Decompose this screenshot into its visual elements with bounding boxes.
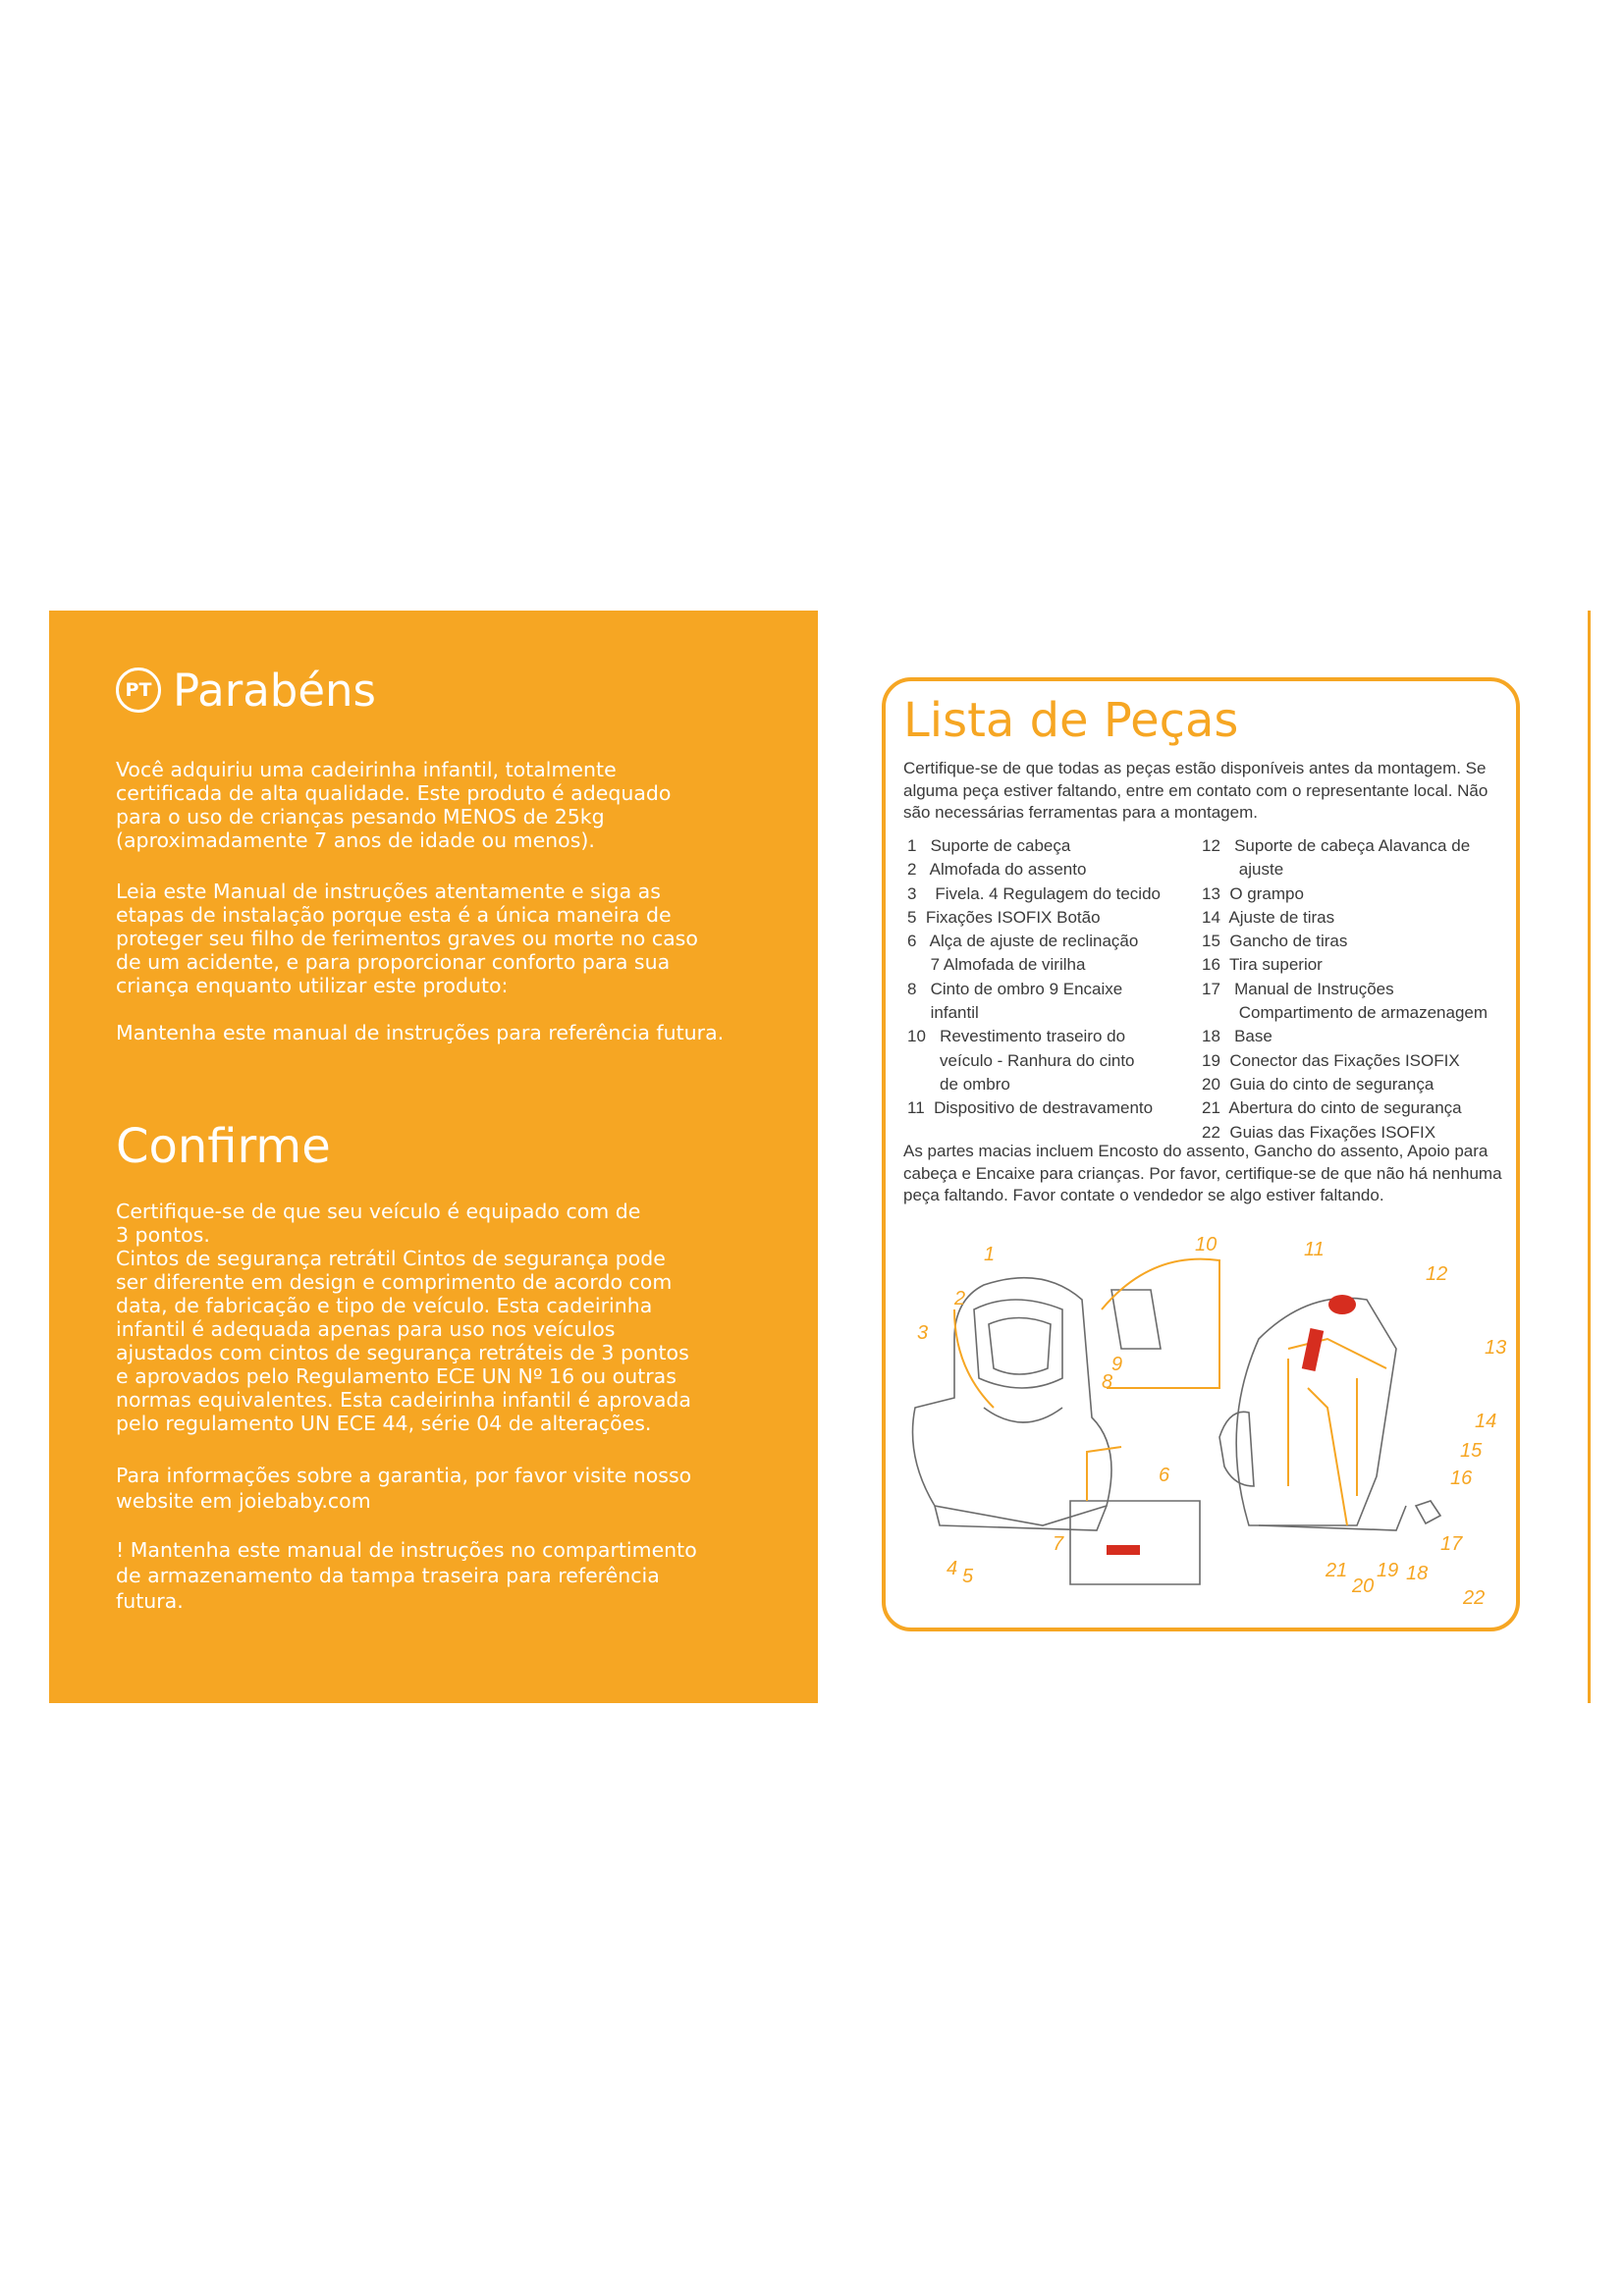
callout-9: 9 (1111, 1354, 1123, 1375)
part-left-item: de ombro (907, 1074, 1010, 1094)
parts-intro: Certifique-se de que todas as peças estão disponíveis antes da montagem. Se alguma peça estiver faltando, entre em contato com o representante local. Não são necessárias ferramentas para a montagem. (903, 759, 1489, 822)
parts-list-left (907, 834, 1161, 1121)
intro-paragraph: Você adquiriu uma cadeirinha infantil, totalmente certificada de alta qualidade. Este produto é adequado para o uso de crianças pesando MENOS de 25kg (aproximadamente 7 anos de idade ou menos). (116, 758, 672, 852)
callout-17: 17 (1440, 1533, 1463, 1555)
callout-14: 14 (1475, 1411, 1497, 1432)
page-edge-rule (1588, 611, 1591, 1703)
callout-18: 18 (1406, 1563, 1429, 1584)
confirme-title: Confirme (116, 1119, 331, 1174)
callout-5: 5 (962, 1566, 974, 1587)
part-right-item: 22 Guias das Fixações ISOFIX (1202, 1122, 1436, 1142)
part-left-item: infantil (907, 1003, 979, 1023)
part-left-item: 1 Suporte de cabeça (907, 836, 1071, 855)
part-right-item: 14 Ajuste de tiras (1202, 907, 1335, 927)
storage-warning: ! Mantenha este manual de instruções no compartimento de armazenamento da tampa traseira para referência futura. (116, 1538, 697, 1613)
callout-6: 6 (1159, 1465, 1170, 1486)
callout-8: 8 (1102, 1371, 1113, 1393)
part-right-item: 16 Tira superior (1202, 955, 1323, 975)
soft-parts-note: As partes macias incluem Encosto do assento, Gancho do assento, Apoio para cabeça e Encaixe para crianças. Por favor, certifique-se de que não há nenhuma peça faltando. Favor contate o vendedor se algo estiver faltando. (903, 1142, 1502, 1204)
vehicle-belt-paragraph: Certifique-se de que seu veículo é equipado com de 3 pontos. Cintos de segurança retrátil Cintos de segurança pode ser diferente em design e comprimento de acordo com data, de fabricação e tipo de veículo. Esta cadeirinha infantil é adequada apenas para uso nos veículos ajustados com cintos de segurança retráteis de 3 pontos e aprovados pelo Regulamento ECE UN Nº 16 ou outras normas equivalentes. Esta cadeirinha infantil é aprovada pelo regulamento UN ECE 44, série 04 de alterações. (116, 1200, 691, 1435)
part-left-item: 3 Fivela. 4 Regulagem do tecido (907, 883, 1161, 903)
part-left-item: 11 Dispositivo de destravamento (907, 1098, 1154, 1118)
part-right-item: Compartimento de armazenagem (1202, 1003, 1489, 1023)
keep-manual-paragraph: Mantenha este manual de instruções para referência futura. (116, 1021, 725, 1044)
callout-4: 4 (947, 1558, 958, 1579)
part-left-item: 7 Almofada de virilha (907, 955, 1086, 975)
callout-20: 20 (1352, 1575, 1375, 1597)
instructions-paragraph: Leia este Manual de instruções atentamente e siga as etapas de instalação porque esta é a única maneira de proteger seu filho de ferimentos graves ou morte no caso de um acidente, e para proporcionar conforto para sua criança enquanto utilizar este produto: (116, 880, 698, 997)
callout-1: 1 (984, 1244, 996, 1265)
callout-11: 11 (1304, 1239, 1325, 1260)
heading-parabens (116, 664, 376, 717)
callout-12: 12 (1426, 1263, 1448, 1285)
part-right-item: ajuste (1202, 860, 1284, 880)
part-right-item: 18 Base (1202, 1027, 1272, 1046)
parts-list-title: Lista de Peças (903, 693, 1239, 748)
part-right-item: 21 Abertura do cinto de segurança (1202, 1098, 1462, 1118)
part-left-item: 8 Cinto de ombro 9 Encaixe (907, 979, 1123, 998)
callout-3: 3 (917, 1322, 929, 1344)
part-left-item: 10 Revestimento traseiro do (907, 1027, 1126, 1046)
car-seat-diagram (895, 1231, 1514, 1624)
callout-13: 13 (1485, 1337, 1507, 1359)
part-left-item: 2 Almofada do assento (907, 860, 1087, 880)
callout-15: 15 (1460, 1440, 1483, 1462)
part-left-item: 5 Fixações ISOFIX Botão (907, 907, 1101, 927)
warranty-paragraph: Para informações sobre a garantia, por favor visite nosso website em joiebaby.com (116, 1464, 692, 1513)
parts-list-right (1202, 834, 1488, 1145)
part-right-item: 15 Gancho de tiras (1202, 932, 1348, 951)
part-left-item: veículo - Ranhura do cinto (907, 1050, 1135, 1070)
part-right-item: 13 O grampo (1202, 883, 1304, 903)
part-right-item: 12 Suporte de cabeça Alavanca de (1202, 836, 1471, 855)
part-right-item: 20 Guia do cinto de segurança (1202, 1074, 1435, 1094)
callout-2: 2 (954, 1288, 966, 1309)
callout-22: 22 (1463, 1587, 1486, 1609)
callout-10: 10 (1195, 1234, 1218, 1255)
part-right-item: 17 Manual de Instruções (1202, 979, 1394, 998)
callout-7: 7 (1053, 1533, 1064, 1555)
callout-19: 19 (1377, 1560, 1399, 1581)
part-right-item: 19 Conector das Fixações ISOFIX (1202, 1050, 1460, 1070)
parts-list-box (882, 677, 1520, 1631)
callout-21: 21 (1326, 1560, 1348, 1581)
callout-16: 16 (1450, 1468, 1473, 1489)
intro-panel (49, 611, 818, 1703)
parabens-title: Parabéns (173, 664, 376, 717)
language-badge: PT (116, 667, 161, 713)
part-left-item: 6 Alça de ajuste de reclinação (907, 932, 1139, 951)
